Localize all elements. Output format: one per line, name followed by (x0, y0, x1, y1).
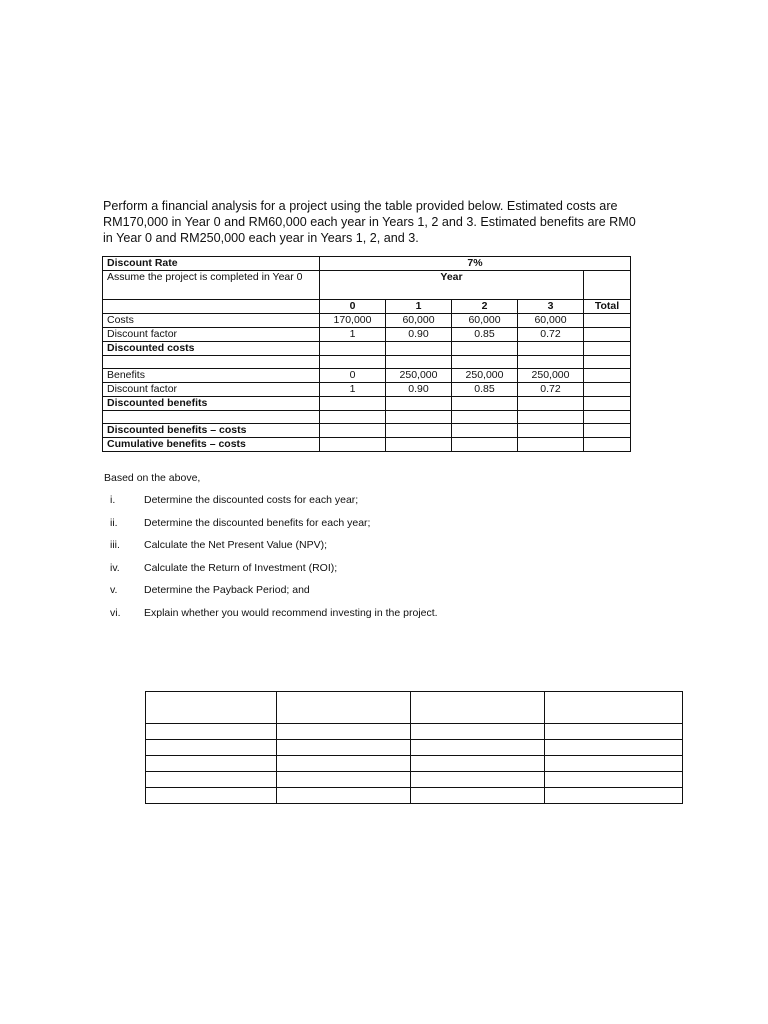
cost-year-3: 60,000 (518, 314, 584, 328)
table-cell (518, 411, 584, 424)
table-cell[interactable] (545, 788, 683, 804)
task-number: ii. (110, 516, 118, 529)
table-cell (518, 342, 584, 356)
table-cell (386, 342, 452, 356)
table-row (103, 271, 631, 300)
table-cell (103, 300, 320, 314)
benefit-discount-year-1: 0.90 (386, 383, 452, 397)
table-cell[interactable] (277, 788, 411, 804)
table-cell (320, 356, 386, 369)
table-cell[interactable] (411, 724, 545, 740)
year-header: Year (320, 271, 584, 300)
cost-discount-year-3: 0.72 (518, 328, 584, 342)
table-row (103, 369, 631, 383)
discounted-costs-label: Discounted costs (103, 342, 320, 356)
cost-year-2: 60,000 (452, 314, 518, 328)
cumulative-benefits-label: Cumulative benefits – costs (103, 438, 320, 452)
table-cell (320, 411, 386, 424)
table-cell (518, 356, 584, 369)
total-header: Total (584, 300, 631, 314)
task-text: Determine the discounted benefits for each year; (144, 516, 371, 529)
table-cell (452, 342, 518, 356)
table-cell (386, 424, 452, 438)
table-cell[interactable] (411, 772, 545, 788)
table-cell[interactable] (277, 692, 411, 724)
table-cell[interactable] (545, 724, 683, 740)
table-row (146, 740, 683, 756)
table-row (103, 411, 631, 424)
list-item (104, 539, 438, 562)
table-cell (584, 383, 631, 397)
table-cell[interactable] (277, 740, 411, 756)
table-cell (584, 438, 631, 452)
discount-rate-value: 7% (320, 257, 631, 271)
benefit-discount-year-3: 0.72 (518, 383, 584, 397)
task-number: i. (110, 494, 116, 506)
assume-label: Assume the project is completed in Year 0 (103, 271, 320, 300)
task-text: Determine the Payback Period; and (144, 584, 310, 596)
table-cell (320, 397, 386, 411)
list-item (104, 562, 438, 585)
table-cell (518, 397, 584, 411)
intro-paragraph: Perform a financial analysis for a project using the table provided below. Estimated costs are RM170,000 in Year 0 and RM60,000 each year in Years 1, 2 and 3. Estimated benefits are RM0 in Year 0 and RM250,000 each year in Years 1, 2, and 3. (103, 199, 636, 245)
list-item (104, 607, 438, 630)
task-number: iii. (110, 539, 120, 551)
table-cell[interactable] (411, 692, 545, 724)
table-cell[interactable] (545, 740, 683, 756)
table-row (103, 383, 631, 397)
table-cell (386, 356, 452, 369)
table-cell (518, 424, 584, 438)
task-text: Explain whether you would recommend investing in the project. (144, 606, 438, 619)
table-row (103, 257, 631, 271)
table-cell (584, 411, 631, 424)
year-2-header: 2 (452, 300, 518, 314)
table-row (103, 314, 631, 328)
table-row (103, 424, 631, 438)
cost-discount-year-1: 0.90 (386, 328, 452, 342)
cost-year-0: 170,000 (320, 314, 386, 328)
benefits-label: Benefits (103, 369, 320, 383)
cost-discount-year-2: 0.85 (452, 328, 518, 342)
benefit-year-3: 250,000 (518, 369, 584, 383)
table-cell (584, 369, 631, 383)
table-cell[interactable] (411, 788, 545, 804)
year-0-header: 0 (320, 300, 386, 314)
benefit-year-0: 0 (320, 369, 386, 383)
table-cell (518, 438, 584, 452)
benefit-discount-year-2: 0.85 (452, 383, 518, 397)
task-text: Calculate the Return of Investment (ROI); (144, 561, 338, 574)
table-cell[interactable] (146, 724, 277, 740)
costs-label: Costs (103, 314, 320, 328)
cost-discount-label: Discount factor (103, 328, 320, 342)
table-cell (452, 356, 518, 369)
table-cell (584, 397, 631, 411)
table-row (103, 342, 631, 356)
net-benefits-label: Discounted benefits – costs (103, 424, 320, 438)
answer-grid-table (145, 691, 683, 804)
table-cell (584, 314, 631, 328)
year-1-header: 1 (386, 300, 452, 314)
table-cell[interactable] (146, 692, 277, 724)
table-row (146, 724, 683, 740)
table-cell[interactable] (146, 756, 277, 772)
benefit-discount-year-0: 1 (320, 383, 386, 397)
table-cell (386, 438, 452, 452)
table-cell (584, 342, 631, 356)
table-cell[interactable] (146, 788, 277, 804)
table-row (146, 756, 683, 772)
table-cell (320, 342, 386, 356)
table-cell[interactable] (277, 772, 411, 788)
benefit-discount-label: Discount factor (103, 383, 320, 397)
table-cell (320, 438, 386, 452)
table-row (103, 438, 631, 452)
table-cell[interactable] (277, 756, 411, 772)
task-number: vi. (110, 606, 121, 619)
benefit-year-1: 250,000 (386, 369, 452, 383)
table-cell (452, 397, 518, 411)
table-row (103, 300, 631, 314)
table-cell (103, 411, 320, 424)
table-cell[interactable] (411, 756, 545, 772)
table-row (103, 397, 631, 411)
discount-rate-label: Discount Rate (103, 257, 320, 271)
table-row (103, 328, 631, 342)
cost-year-1: 60,000 (386, 314, 452, 328)
task-text: Calculate the Net Present Value (NPV); (144, 539, 328, 551)
table-cell (584, 328, 631, 342)
table-row (103, 356, 631, 369)
task-text: Determine the discounted costs for each year; (144, 494, 359, 506)
table-cell[interactable] (277, 724, 411, 740)
task-number: iv. (110, 561, 120, 574)
table-cell (320, 424, 386, 438)
year-3-header: 3 (518, 300, 584, 314)
table-cell[interactable] (545, 772, 683, 788)
table-cell (452, 438, 518, 452)
based-on-text: Based on the above, (104, 472, 201, 484)
table-cell[interactable] (146, 740, 277, 756)
table-cell (452, 424, 518, 438)
financial-analysis-table (102, 256, 631, 452)
table-cell (386, 397, 452, 411)
table-cell (584, 271, 631, 300)
table-cell[interactable] (545, 756, 683, 772)
table-cell[interactable] (411, 740, 545, 756)
list-item (104, 584, 438, 607)
task-number: v. (110, 584, 118, 596)
benefit-year-2: 250,000 (452, 369, 518, 383)
table-cell (103, 356, 320, 369)
table-cell (584, 356, 631, 369)
table-cell[interactable] (545, 692, 683, 724)
list-item (104, 494, 438, 517)
table-cell[interactable] (146, 772, 277, 788)
discounted-benefits-label: Discounted benefits (103, 397, 320, 411)
table-cell (386, 411, 452, 424)
task-list (104, 494, 438, 629)
table-row (146, 788, 683, 804)
table-row (146, 772, 683, 788)
cost-discount-year-0: 1 (320, 328, 386, 342)
table-cell (584, 424, 631, 438)
table-cell (452, 411, 518, 424)
list-item (104, 517, 438, 540)
table-row (146, 692, 683, 724)
